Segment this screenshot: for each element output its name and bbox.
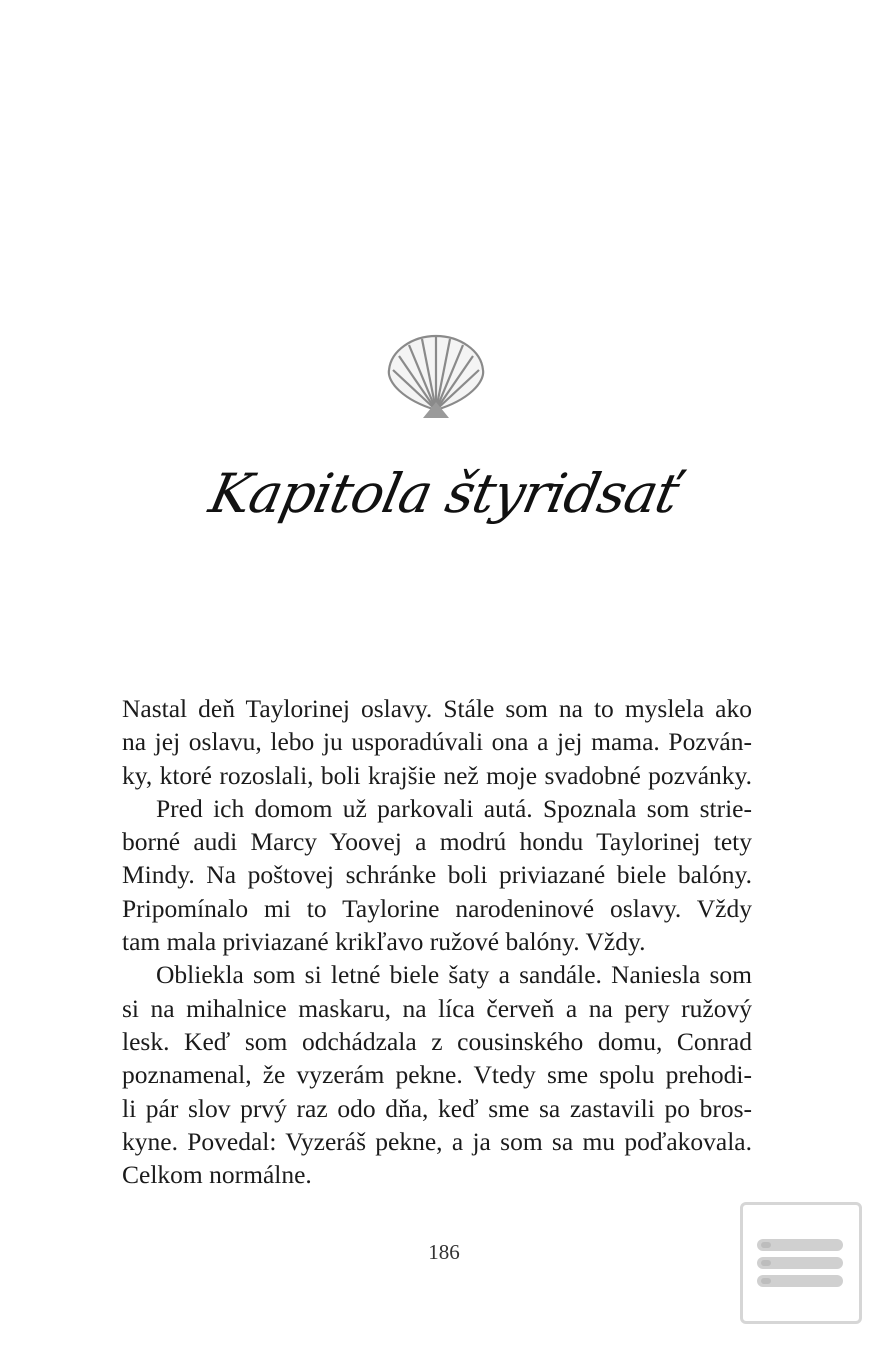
page-number: 186 — [428, 1240, 460, 1264]
paragraph — [122, 792, 752, 958]
text-line: Nastal deň Taylorinej oslavy. Stále som na to myslela ako — [122, 694, 752, 723]
chapter-title: Kapitola štyridsať — [204, 462, 684, 525]
text-line: tam mala priviazané krikľavo ružové balóny. Vždy. — [122, 927, 646, 957]
text-line: poznamenal, že vyzerám pekne. Vtedy sme spolu prehodi- — [122, 1060, 752, 1090]
text-line: na jej oslavu, lebo ju usporadúvali ona a jej mama. Pozván- — [122, 727, 752, 757]
text-line: kyne. Povedal: Vyzeráš pekne, a ja som sa mu poďakovala. — [122, 1126, 752, 1156]
text-line: Obliekla som si letné biele šaty a sandále. Naniesla som — [156, 960, 752, 990]
paragraph — [122, 692, 752, 792]
text-line: li pár slov prvý raz odo dňa, keď sme sa zastavili po bros- — [122, 1093, 752, 1123]
text-line: Celkom normálne. — [122, 1160, 312, 1190]
shell-icon — [383, 330, 489, 420]
book-stack-badge[interactable] — [740, 1202, 862, 1324]
book-stack-icon — [743, 1205, 859, 1321]
text-line: Pred ich domom už parkovali autá. Spoznala som strie- — [156, 793, 752, 823]
text-line: ky, ktoré rozoslali, boli krajšie než moje svadobné pozvánky. — [122, 760, 752, 790]
text-line: Mindy. Na poštovej schránke boli priviazané biele balóny. — [122, 860, 752, 890]
paragraph — [122, 958, 752, 1191]
text-line: lesk. Keď som odchádzala z cousinského domu, Conrad — [122, 1026, 752, 1056]
text-line: si na mihalnice maskaru, na líca červeň a na pery ružový — [122, 993, 752, 1023]
text-line: borné audi Marcy Yoovej a modrú hondu Taylorinej tety — [122, 827, 752, 857]
text-line: Pripomínalo mi to Taylorine narodeninové oslavy. Vždy — [122, 893, 752, 923]
chapter-body — [122, 692, 752, 1191]
